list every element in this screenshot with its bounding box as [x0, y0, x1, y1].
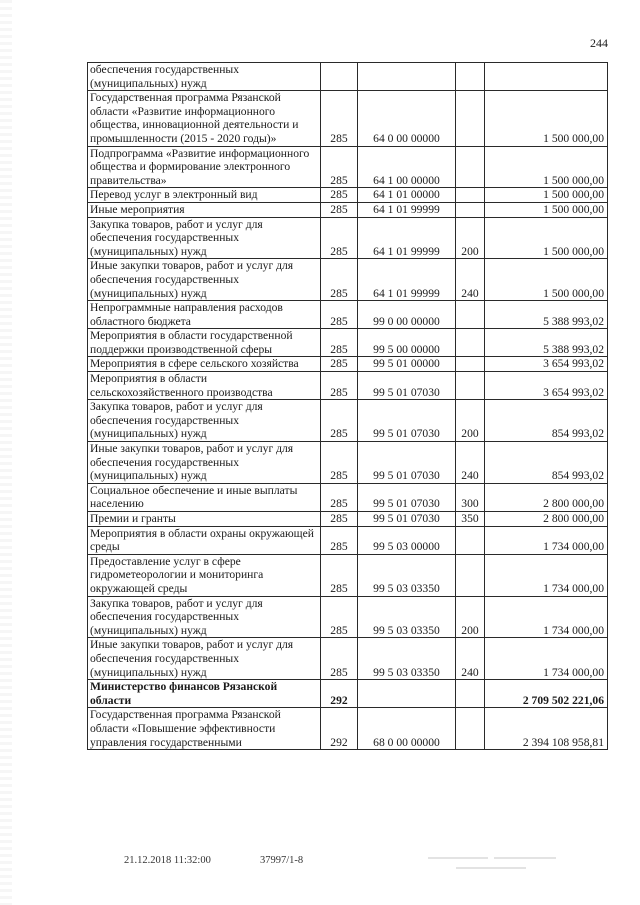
row-gr-code: 285: [321, 372, 358, 400]
table-row: [88, 442, 608, 484]
row-csr-code: 99 5 01 07030: [358, 400, 456, 442]
row-csr-code: 64 1 01 99999: [358, 217, 456, 259]
row-amount: 5 388 993,02: [485, 301, 608, 329]
table-row: [88, 400, 608, 442]
table-row: [88, 217, 608, 259]
row-csr-code: 99 5 03 03350: [358, 638, 456, 680]
row-amount: 1 500 000,00: [485, 146, 608, 188]
row-vr-code: [456, 91, 485, 146]
row-amount: 3 654 993,02: [485, 357, 608, 372]
scan-left-edge: [0, 0, 12, 905]
table-row: [88, 554, 608, 596]
row-gr-code: [321, 63, 358, 91]
row-amount: 1 500 000,00: [485, 91, 608, 146]
table-row: [88, 483, 608, 511]
row-csr-code: 99 5 01 07030: [358, 442, 456, 484]
row-gr-code: 285: [321, 483, 358, 511]
table-row: [88, 596, 608, 638]
row-vr-code: [456, 329, 485, 357]
table-row: [88, 708, 608, 750]
row-csr-code: 64 0 00 00000: [358, 91, 456, 146]
row-name: Премии и гранты: [88, 512, 321, 527]
row-gr-code: 285: [321, 400, 358, 442]
row-name: Перевод услуг в электронный вид: [88, 188, 321, 203]
row-name: Непрограммные направления расходов областного бюджета: [88, 301, 321, 329]
row-vr-code: [456, 188, 485, 203]
row-gr-code: 285: [321, 357, 358, 372]
table-row: [88, 202, 608, 217]
row-name: Предоставление услуг в сфере гидрометеорологии и мониторинга окружающей среды: [88, 554, 321, 596]
row-gr-code: 285: [321, 554, 358, 596]
row-vr-code: 240: [456, 442, 485, 484]
table-row: [88, 329, 608, 357]
row-amount: 1 734 000,00: [485, 638, 608, 680]
row-csr-code: 99 5 03 00000: [358, 526, 456, 554]
row-amount: [485, 63, 608, 91]
table-row: [88, 526, 608, 554]
row-amount: 1 500 000,00: [485, 217, 608, 259]
row-amount: 2 709 502 221,06: [485, 680, 608, 708]
row-gr-code: 285: [321, 91, 358, 146]
row-gr-code: 285: [321, 442, 358, 484]
row-amount: 1 500 000,00: [485, 202, 608, 217]
row-name: Иные закупки товаров, работ и услуг для обеспечения государственных (муниципальных) нужд: [88, 442, 321, 484]
row-amount: 854 993,02: [485, 400, 608, 442]
row-gr-code: 285: [321, 301, 358, 329]
row-csr-code: 99 5 01 07030: [358, 512, 456, 527]
table-row: [88, 357, 608, 372]
row-name: Министерство финансов Рязанской области: [88, 680, 321, 708]
row-amount: 2 800 000,00: [485, 483, 608, 511]
row-name: Иные закупки товаров, работ и услуг для обеспечения государственных (муниципальных) нужд: [88, 259, 321, 301]
row-vr-code: [456, 146, 485, 188]
row-amount: 1 734 000,00: [485, 554, 608, 596]
table-body: [88, 63, 608, 750]
row-gr-code: 285: [321, 217, 358, 259]
row-name: Мероприятия в области охраны окружающей среды: [88, 526, 321, 554]
row-csr-code: 64 1 00 00000: [358, 146, 456, 188]
row-csr-code: 99 5 01 07030: [358, 372, 456, 400]
footer-timestamp: 21.12.2018 11:32:00: [124, 855, 211, 866]
row-amount: 1 734 000,00: [485, 526, 608, 554]
row-name: Закупка товаров, работ и услуг для обеспечения государственных (муниципальных) нужд: [88, 596, 321, 638]
row-gr-code: 285: [321, 329, 358, 357]
row-amount: 2 394 108 958,81: [485, 708, 608, 750]
row-csr-code: 68 0 00 00000: [358, 708, 456, 750]
row-amount: 5 388 993,02: [485, 329, 608, 357]
table-row: [88, 188, 608, 203]
row-vr-code: [456, 63, 485, 91]
row-csr-code: 64 1 01 99999: [358, 259, 456, 301]
row-vr-code: 200: [456, 217, 485, 259]
row-csr-code: 99 5 01 07030: [358, 483, 456, 511]
row-gr-code: 285: [321, 146, 358, 188]
row-csr-code: 99 5 00 00000: [358, 329, 456, 357]
row-vr-code: [456, 301, 485, 329]
footer-doc-number: 37997/1-8: [260, 855, 304, 866]
budget-table: [87, 62, 608, 750]
row-gr-code: 285: [321, 188, 358, 203]
row-vr-code: [456, 708, 485, 750]
table-row: [88, 146, 608, 188]
row-name: Подпрограмма «Развитие информационного общества и формирование электронного правительства»: [88, 146, 321, 188]
row-name: Мероприятия в области сельскохозяйственного производства: [88, 372, 321, 400]
row-vr-code: 240: [456, 638, 485, 680]
page-number: 244: [590, 36, 608, 50]
row-vr-code: [456, 554, 485, 596]
row-name: Социальное обеспечение и иные выплаты населению: [88, 483, 321, 511]
table-row: [88, 638, 608, 680]
table-row: [88, 372, 608, 400]
row-vr-code: [456, 357, 485, 372]
row-gr-code: 292: [321, 708, 358, 750]
row-gr-code: 285: [321, 638, 358, 680]
row-name: обеспечения государственных (муниципальных) нужд: [88, 63, 321, 91]
row-name: Государственная программа Рязанской области «Повышение эффективности управления государственными: [88, 708, 321, 750]
table-row: [88, 680, 608, 708]
row-amount: 1 500 000,00: [485, 188, 608, 203]
row-gr-code: 285: [321, 512, 358, 527]
row-vr-code: 240: [456, 259, 485, 301]
row-amount: 1 734 000,00: [485, 596, 608, 638]
row-gr-code: 285: [321, 259, 358, 301]
row-gr-code: 285: [321, 596, 358, 638]
table-row: [88, 259, 608, 301]
row-csr-code: 99 5 01 00000: [358, 357, 456, 372]
table-row: [88, 63, 608, 91]
row-amount: 3 654 993,02: [485, 372, 608, 400]
row-csr-code: 99 5 03 03350: [358, 596, 456, 638]
row-name: Иные мероприятия: [88, 202, 321, 217]
row-vr-code: [456, 202, 485, 217]
table-row: [88, 512, 608, 527]
row-amount: 854 993,02: [485, 442, 608, 484]
row-name: Государственная программа Рязанской области «Развитие информационного общества, инновационной деятельности и промышленности (2015 - 2020 годы)»: [88, 91, 321, 146]
row-amount: 1 500 000,00: [485, 259, 608, 301]
row-vr-code: [456, 526, 485, 554]
row-name: Мероприятия в области государственной поддержки производственной сферы: [88, 329, 321, 357]
row-name: Закупка товаров, работ и услуг для обеспечения государственных (муниципальных) нужд: [88, 217, 321, 259]
row-csr-code: 99 0 00 00000: [358, 301, 456, 329]
row-name: Мероприятия в сфере сельского хозяйства: [88, 357, 321, 372]
row-gr-code: 285: [321, 526, 358, 554]
row-gr-code: 285: [321, 202, 358, 217]
table-row: [88, 91, 608, 146]
row-gr-code: 292: [321, 680, 358, 708]
row-csr-code: 64 1 01 00000: [358, 188, 456, 203]
row-vr-code: 300: [456, 483, 485, 511]
table-row: [88, 301, 608, 329]
faint-stamp-mark: [428, 853, 558, 875]
row-vr-code: 200: [456, 596, 485, 638]
row-name: Иные закупки товаров, работ и услуг для обеспечения государственных (муниципальных) нужд: [88, 638, 321, 680]
row-csr-code: 64 1 01 99999: [358, 202, 456, 217]
row-name: Закупка товаров, работ и услуг для обеспечения государственных (муниципальных) нужд: [88, 400, 321, 442]
row-vr-code: 350: [456, 512, 485, 527]
row-csr-code: [358, 63, 456, 91]
row-vr-code: [456, 680, 485, 708]
row-vr-code: [456, 372, 485, 400]
row-vr-code: 200: [456, 400, 485, 442]
row-csr-code: [358, 680, 456, 708]
row-csr-code: 99 5 03 03350: [358, 554, 456, 596]
row-amount: 2 800 000,00: [485, 512, 608, 527]
